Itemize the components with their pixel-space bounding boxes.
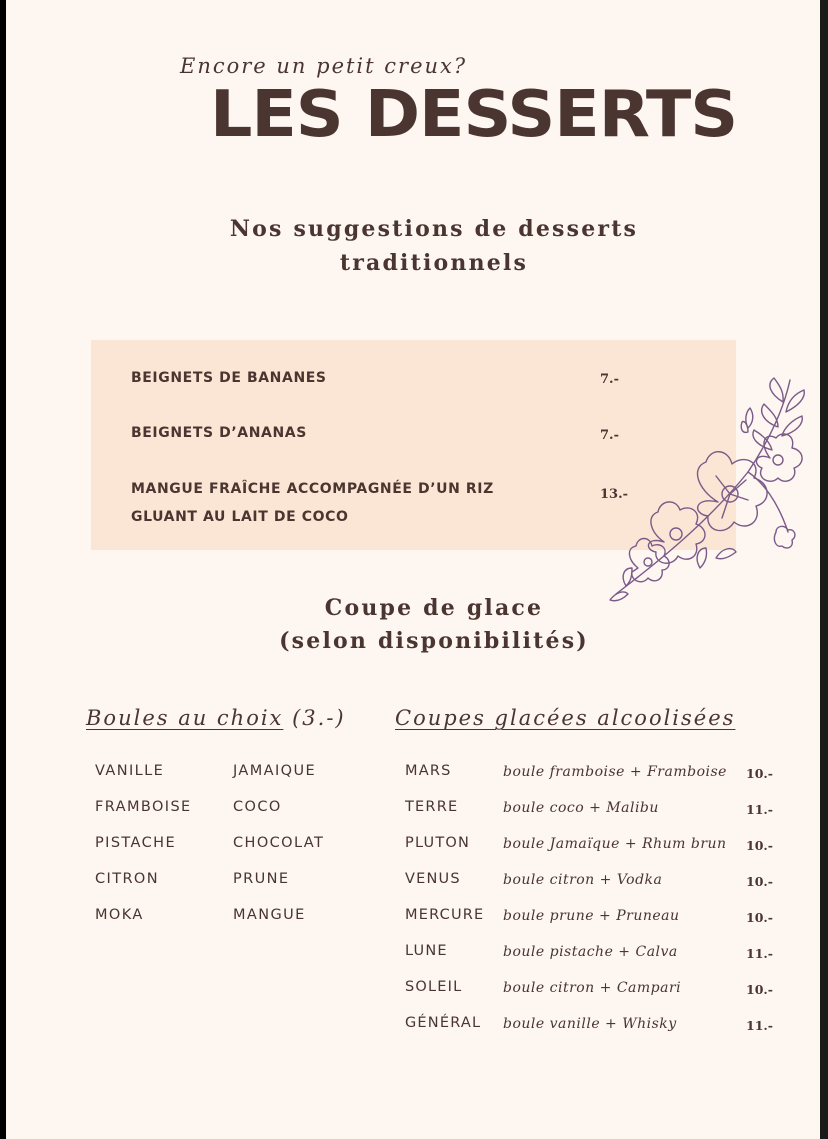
- floral-illustration-icon: [598, 372, 808, 608]
- coupe-price: 10.-: [746, 982, 773, 997]
- scoops-heading-text: Boules au choix: [86, 706, 284, 730]
- scoops-heading-price: (3.-): [292, 706, 346, 730]
- coupe-desc: boule coco + Malibu: [503, 800, 659, 816]
- coupe-name: TERRE: [405, 799, 459, 815]
- coupe-price: 11.-: [746, 1018, 773, 1033]
- coupe-desc: boule prune + Pruneau: [503, 908, 680, 924]
- coupe-name: MERCURE: [405, 907, 485, 923]
- scoops-heading: [86, 706, 346, 730]
- flavor-item: MANGUE: [233, 907, 306, 923]
- coupe-price: 11.-: [746, 802, 773, 817]
- item-name-line2: GLUANT AU LAIT DE COCO: [131, 509, 349, 525]
- tagline: Encore un petit creux?: [180, 54, 468, 78]
- traditional-heading: [106, 212, 762, 280]
- ice-cream-heading: [206, 592, 662, 658]
- traditional-heading-line1: Nos suggestions de desserts: [229, 216, 639, 242]
- coupe-name: VENUS: [405, 871, 461, 887]
- screen-edge: [820, 0, 828, 1139]
- traditional-heading-line2: traditionnels: [339, 250, 529, 276]
- coupe-name: GÉNÉRAL: [405, 1015, 482, 1031]
- item-name-line1: MANGUE FRAÎCHE ACCOMPAGNÉE D’UN RIZ: [131, 481, 494, 497]
- traditional-item-3: [131, 475, 531, 531]
- flavor-item: COCO: [233, 799, 282, 815]
- ice-cream-heading-line1: Coupe de glace: [324, 595, 544, 621]
- traditional-item-1: [131, 364, 531, 392]
- flavor-item: PISTACHE: [95, 835, 177, 851]
- coupes-heading: [395, 706, 735, 730]
- traditional-price-2: 7.-: [600, 428, 619, 443]
- item-name: BEIGNETS DE BANANES: [131, 370, 327, 386]
- coupe-price: 10.-: [746, 874, 773, 889]
- coupe-desc: boule pistache + Calva: [503, 944, 678, 960]
- coupe-name: SOLEIL: [405, 979, 463, 995]
- coupe-name: MARS: [405, 763, 452, 779]
- traditional-price-3: 13.-: [600, 487, 629, 502]
- flavor-item: VANILLE: [95, 763, 165, 779]
- flavor-item: JAMAIQUE: [233, 763, 317, 779]
- menu-page: [6, 0, 820, 1139]
- flavor-item: PRUNE: [233, 871, 290, 887]
- flavor-item: FRAMBOISE: [95, 799, 192, 815]
- coupe-desc: boule vanille + Whisky: [503, 1016, 677, 1032]
- flavor-item: CITRON: [95, 871, 159, 887]
- coupe-desc: boule citron + Campari: [503, 980, 682, 996]
- page-title: LES DESSERTS: [210, 78, 738, 152]
- coupe-desc: boule citron + Vodka: [503, 872, 663, 888]
- flavor-item: CHOCOLAT: [233, 835, 325, 851]
- coupe-price: 10.-: [746, 910, 773, 925]
- coupe-price: 10.-: [746, 838, 773, 853]
- item-name: BEIGNETS D’ANANAS: [131, 425, 307, 441]
- traditional-price-1: 7.-: [600, 372, 619, 387]
- coupe-price: 11.-: [746, 946, 773, 961]
- traditional-item-2: [131, 419, 531, 447]
- coupe-price: 10.-: [746, 766, 773, 781]
- coupe-name: PLUTON: [405, 835, 471, 851]
- coupe-desc: boule framboise + Framboise: [503, 764, 727, 780]
- flavor-item: MOKA: [95, 907, 144, 923]
- coupe-desc: boule Jamaïque + Rhum brun: [503, 836, 727, 852]
- coupes-heading-text: Coupes glacées alcoolisées: [395, 706, 736, 730]
- ice-cream-heading-line2: (selon disponibilités): [279, 628, 589, 654]
- coupe-name: LUNE: [405, 943, 448, 959]
